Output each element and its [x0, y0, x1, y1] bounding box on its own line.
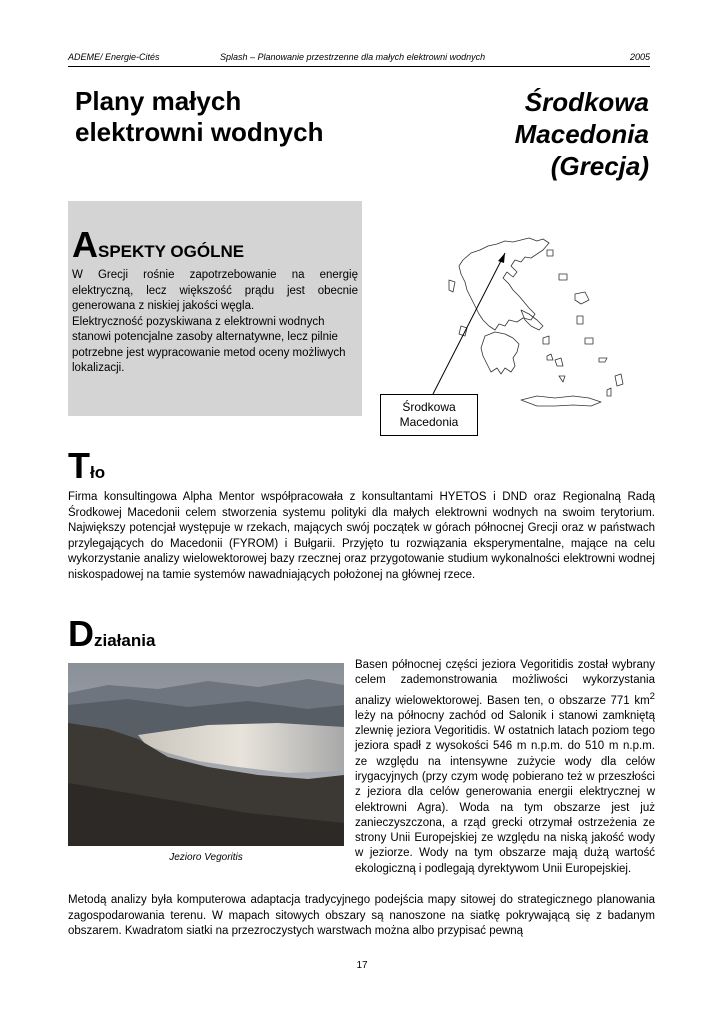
euboea-outline [521, 310, 543, 330]
header-year: 2005 [629, 52, 650, 62]
page-number: 17 [356, 960, 368, 971]
page-header [68, 52, 650, 67]
island-chios [577, 316, 583, 324]
island-karpathos [607, 388, 611, 396]
heading-rest: ło [90, 463, 106, 482]
heading-rest: SPEKTY OGÓLNE [98, 242, 245, 261]
heading-rest: ziałania [94, 631, 156, 650]
actions-side-text-part2: leży na północny zachód od Salonik i stanowi zamkniętą zlewnię jeziora Vegoritidis. W ostatnich latach poziom tego jeziora spadł z wysokości 546 m n.p.m. do 510 m n.p.m. ze względu na intensywne zużycie wody dla celów irygacyjnych (przy czym wodę pobierano też w przeszłości z jeziora dla celów generowania energii elektrycznej w elektrowni Agra). Woda na tym obszarze jest już zanieczyszczona, a rząd grecki otrzymał ostrzeżenia ze strony Unii Europejskiej ze względu na niską jakość wody w jeziorze. Wody na tym obszarze mają dużą wartość ekologiczną i podlegają dyrektywom Unii Europejskiej. [355, 709, 655, 875]
island-naxos [555, 358, 563, 366]
background-heading [68, 445, 106, 486]
greece-map [425, 198, 640, 420]
heading-initial: A [72, 224, 98, 265]
island-lesbos [575, 292, 589, 304]
general-aspects-text [72, 268, 358, 377]
island-kos [599, 358, 607, 362]
header-document-title: Splash – Planowanie przestrzenne dla małych elektrowni wodnych [220, 52, 486, 62]
region-title-line3: (Grecja) [550, 151, 649, 181]
general-aspects-box [68, 201, 362, 416]
actions-heading [68, 613, 156, 654]
heading-initial: T [68, 445, 90, 486]
page-title [75, 86, 324, 148]
region-title [515, 86, 649, 182]
island-andros [543, 336, 549, 344]
island-corfu [449, 280, 455, 292]
method-text: Metodą analizy była komputerowa adaptacja tradycyjnego podejścia mapy sitowej do strategicznego planowania zagospodarowania terenu. W mapach sitowych obszary są nanoszone na siatkę pokrywającą się z badanym obszarem. Kwadratom siatki na przezroczystych warstwach można albo przypisać pewną [68, 894, 655, 937]
general-aspects-para2: Elektryczność pozyskiwana z elektrowni wodnych stanowi potencjalne zasoby alternatywne, lecz pilnie potrzebne jest wypracowanie metod oceny możliwych lokalizacji. [72, 315, 346, 374]
island-santorini [559, 376, 565, 382]
general-aspects-para1: W Grecji rośnie zapotrzebowanie na energię elektryczną, lecz większość prądu jest obecnie generowana z niskiej jakości węgla. [72, 269, 358, 312]
actions-side-text [355, 658, 655, 877]
island-samos [585, 338, 593, 344]
page-title-line2: elektrowni wodnych [75, 117, 324, 147]
lake-vegoritis-photo [68, 663, 344, 846]
area-superscript: 2 [649, 690, 655, 702]
map-label-line2: Macedonia [399, 415, 459, 429]
map-label-line1: Środkowa [402, 400, 456, 414]
page-title-line1: Plany małych [75, 86, 242, 116]
island-rhodes [615, 374, 623, 386]
heading-initial: D [68, 613, 94, 654]
header-organization: ADEME/ Energie-Cités [68, 52, 160, 62]
photo-caption: Jezioro Vegoritis [169, 852, 243, 863]
map-pointer-arrow [433, 253, 505, 394]
map-arrow-head [498, 253, 505, 263]
island-paros [547, 354, 553, 360]
general-aspects-heading [72, 224, 245, 265]
island-thasos [547, 250, 553, 256]
background-text: Firma konsultingowa Alpha Mentor współpracowała z konsultantami HYETOS i DND oraz Regionalną Radą Środkowej Macedonii celem stworzenia systemu polityki dla małych elektrowni wodnych na swoim terytorium. Największy potencjał występuje w rzekach, mających swój początek w górach północnej Grecji oraz w państwach przylegających do Macedonii (FYROM) i Bułgarii. Przyjęto tu rozwiązania eksperymentalne, mające na celu wykorzystanie analizy wielowektorowej bazy rzecznej oraz przygotowanie studium wykonalności elektrowni wodnej niskospadowej na tamie systemów nawadniających położonej na głównej rzece. [68, 491, 655, 581]
region-title-line2: Macedonia [514, 119, 649, 149]
crete-outline [521, 396, 601, 406]
region-title-line1: Środkowa [524, 87, 649, 117]
map-label-box [380, 394, 478, 436]
island-limnos [559, 274, 567, 280]
actions-side-text-part1: Basen północnej części jeziora Vegoritidis został wybrany celem zademonstrowania możliwości wykorzystania analizy wielowektorowej. Basen ten, o obszarze 771 km [355, 659, 655, 707]
peloponnese-outline [481, 332, 519, 374]
